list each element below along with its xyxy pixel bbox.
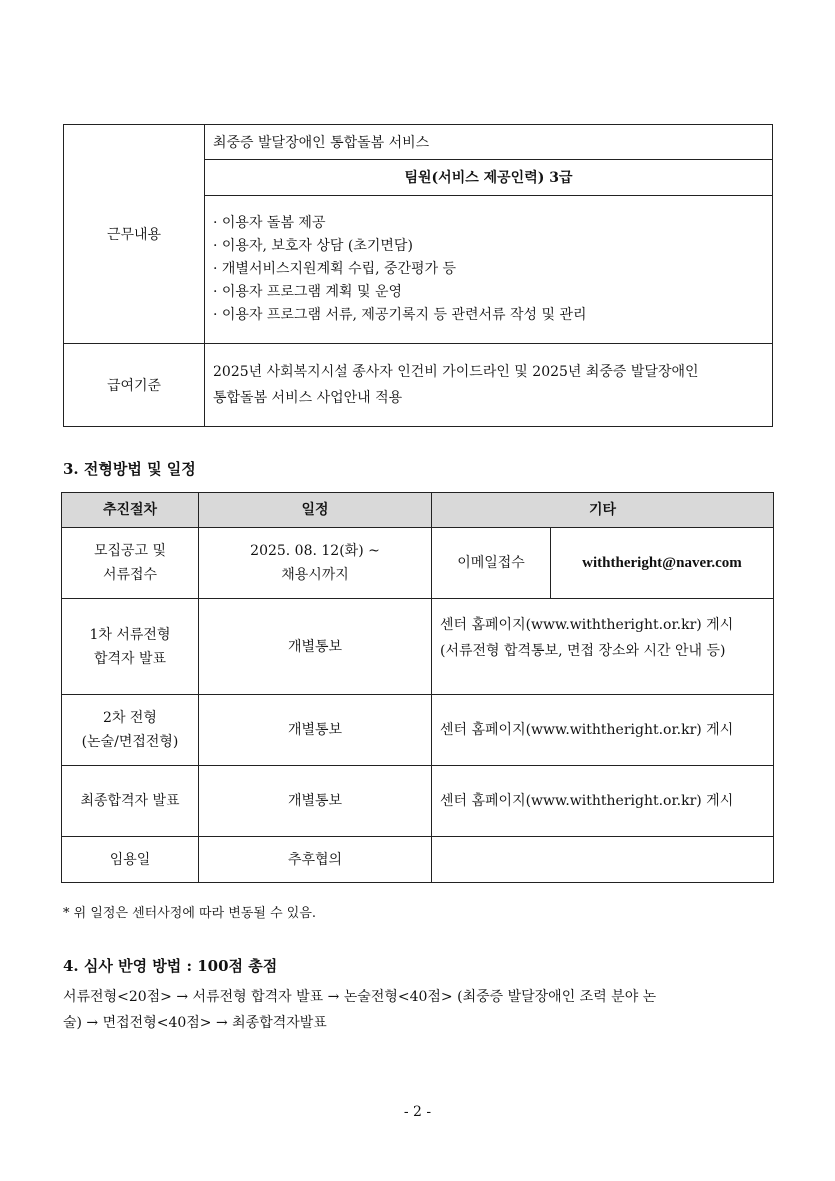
section4-text: [63, 984, 775, 1036]
salary-label: 급여기준: [64, 344, 205, 427]
note-cell: 센터 홈페이지(www.withtheright.or.kr) 게시: [432, 766, 774, 837]
note-cell: [432, 837, 774, 883]
step-cell: [62, 528, 199, 599]
duty-item: · 이용자, 보호자 상담 (초기면담): [213, 237, 413, 254]
date-line: 2025. 08. 12(화) ~: [250, 543, 380, 559]
schedule-footnote: * 위 일정은 센터사정에 따라 변동될 수 있음.: [63, 906, 317, 921]
header-note: 기타: [432, 493, 774, 528]
date-cell: 개별통보: [199, 599, 432, 695]
duties-cell: [205, 195, 773, 343]
page-number: - 2 -: [403, 1104, 432, 1120]
note-cell: [432, 599, 774, 695]
date-cell: 개별통보: [199, 695, 432, 766]
work-content-label: 근무내용: [64, 125, 205, 344]
work-content-table: [63, 124, 773, 427]
email-label: 이메일접수: [432, 528, 551, 599]
step-line: 합격자 발표: [93, 650, 167, 667]
position-title: 팀원(서비스 제공인력) 3급: [205, 160, 773, 195]
date-cell: [199, 528, 432, 599]
step-cell: 임용일: [62, 837, 199, 883]
schedule-table: [61, 492, 774, 883]
step-line: 2차 전형: [103, 710, 157, 726]
step-cell: [62, 599, 199, 695]
header-step: 추진절차: [62, 493, 199, 528]
table-row: [62, 766, 774, 837]
step-line: (논술/면접전형): [81, 734, 179, 750]
table-row: [62, 599, 774, 695]
salary-line-1: 2025년 사회복지시설 종사자 인건비 가이드라인 및 2025년 최중증 발달장애인: [213, 364, 699, 380]
step-line: 모집공고 및: [93, 543, 167, 559]
duty-item: · 개별서비스지원계획 수립, 중간평가 등: [213, 260, 457, 277]
note-line: (서류전형 합격통보, 면접 장소와 시간 안내 등): [440, 642, 726, 659]
step-line: 서류접수: [102, 567, 158, 583]
service-name: 최중증 발달장애인 통합돌봄 서비스: [205, 125, 773, 160]
section3-title: 3. 전형방법 및 일정: [63, 460, 196, 478]
duties-list: [205, 212, 772, 327]
section4-line-1: 서류전형<20점> → 서류전형 합격자 발표 → 논술전형<40점> (최중증 발달장애인 조력 분야 논: [63, 989, 657, 1005]
salary-cell: [205, 344, 773, 427]
step-line: 1차 서류전형: [89, 626, 171, 643]
duty-item: · 이용자 돌봄 제공: [213, 214, 326, 231]
date-cell: 추후협의: [199, 837, 432, 883]
step-cell: [62, 695, 199, 766]
date-cell: 개별통보: [199, 766, 432, 837]
step-cell: 최종합격자 발표: [62, 766, 199, 837]
duty-item: · 이용자 프로그램 서류, 제공기록지 등 관련서류 작성 및 관리: [213, 306, 587, 323]
email-address: withtheright@naver.com: [551, 528, 774, 599]
table-row: [62, 837, 774, 883]
section4-title: 4. 심사 반영 방법 : 100점 총점: [63, 957, 278, 975]
header-date: 일정: [199, 493, 432, 528]
table-row: [62, 695, 774, 766]
schedule-header-row: [62, 493, 774, 528]
note-line: 센터 홈페이지(www.withtheright.or.kr) 게시: [440, 616, 734, 633]
salary-line-2: 통합돌봄 서비스 사업안내 적용: [213, 390, 403, 406]
date-line: 채용시까지: [281, 567, 349, 583]
table-row: [62, 528, 774, 599]
duty-item: · 이용자 프로그램 계획 및 운영: [213, 283, 402, 300]
section4-line-2: 술) → 면접전형<40점> → 최종합격자발표: [63, 1015, 327, 1031]
note-cell: 센터 홈페이지(www.withtheright.or.kr) 게시: [432, 695, 774, 766]
